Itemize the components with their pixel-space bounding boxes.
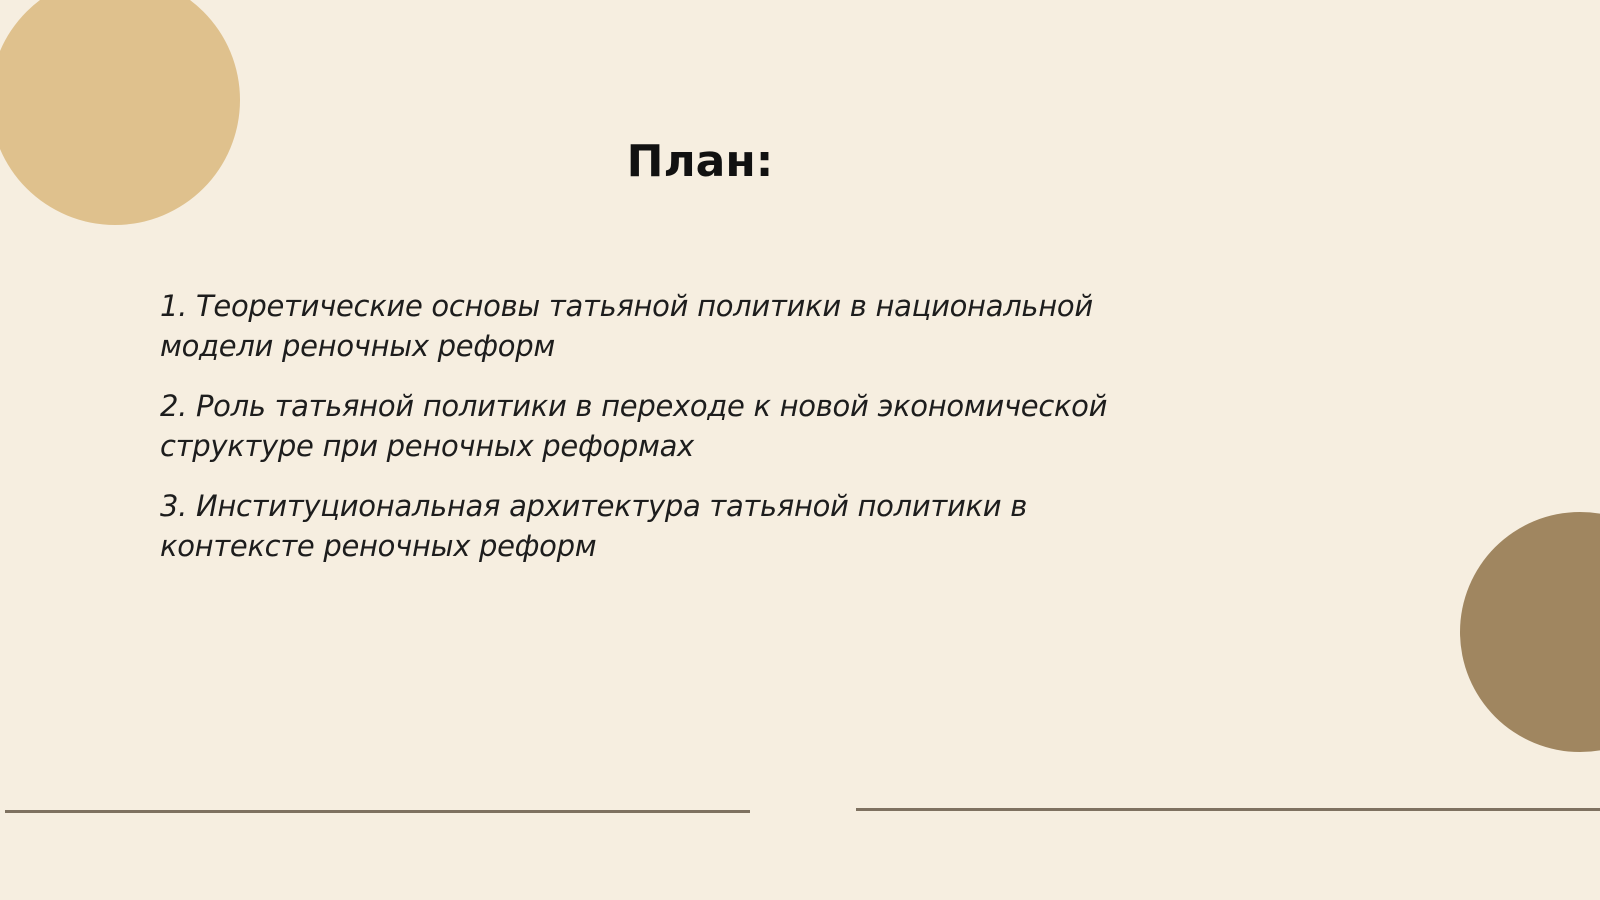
decorative-circle-top-left — [0, 0, 240, 225]
decorative-circle-right — [1460, 512, 1600, 752]
plan-item-1: 1. Теоретические основы татьяной политики в национальной модели реночных реформ — [160, 289, 1093, 363]
plan-item-3: 3. Институциональная архитектура татьяной политики в контексте реночных реформ — [160, 489, 1028, 563]
slide-title: План: — [626, 136, 774, 187]
divider-line-left — [5, 810, 750, 813]
plan-list — [160, 286, 1160, 586]
divider-line-right — [856, 808, 1600, 811]
plan-item-2: 2. Роль татьяной политики в переходе к новой экономической структуре при реночных реформах — [160, 389, 1108, 463]
